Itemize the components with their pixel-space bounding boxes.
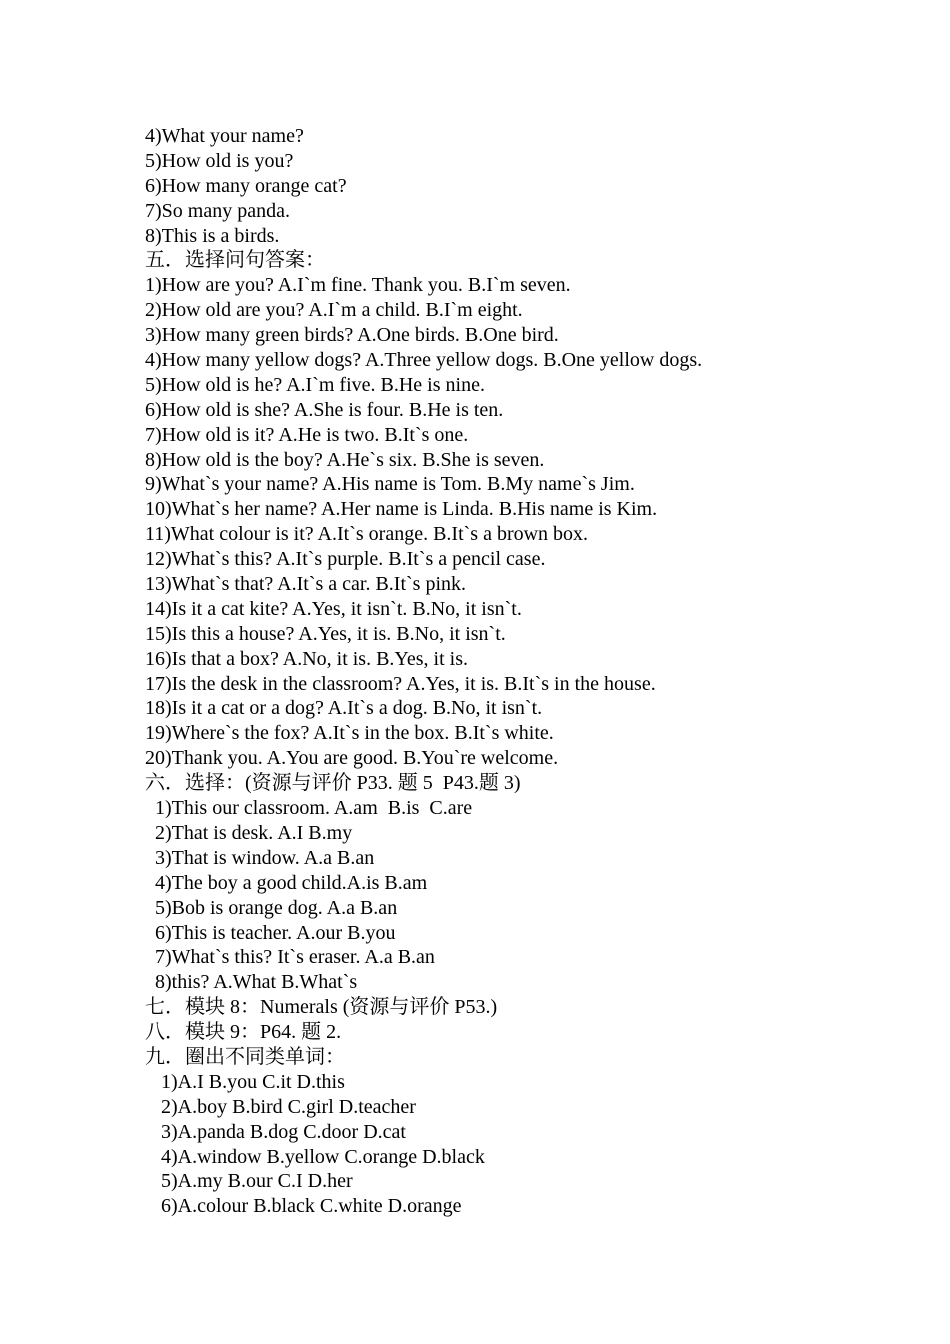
section-five-item: 19)Where`s the fox? A.It`s in the box. B.It`s white. <box>145 722 554 745</box>
section-five-item: 9)What`s your name? A.His name is Tom. B.My name`s Jim. <box>145 473 635 496</box>
document-body <box>145 124 905 1219</box>
section-nine-item: 5)A.my B.our C.I D.her <box>161 1170 353 1193</box>
section-six-item: 1)This our classroom. A.am B.is C.are <box>155 797 473 820</box>
section-four-item: 6)How many orange cat? <box>145 174 347 197</box>
section-five-item: 2)How old are you? A.I`m a child. B.I`m eight. <box>145 299 523 322</box>
section-five-item: 11)What colour is it? A.It`s orange. B.It`s a brown box. <box>145 523 589 546</box>
section-seven-heading: 七．模块 8：Numerals (资源与评价 P53.) <box>145 996 498 1019</box>
section-six-item: 8)this? A.What B.What`s <box>155 971 358 994</box>
section-six-item: 2)That is desk. A.I B.my <box>155 821 353 844</box>
section-five-item: 17)Is the desk in the classroom? A.Yes, it is. B.It`s in the house. <box>145 672 656 695</box>
section-nine-item: 3)A.panda B.dog C.door D.cat <box>161 1120 406 1143</box>
section-eight-heading: 八．模块 9：P64. 题 2. <box>145 1021 342 1044</box>
section-nine-item: 2)A.boy B.bird C.girl D.teacher <box>161 1095 416 1118</box>
section-five-item: 8)How old is the boy? A.He`s six. B.She is seven. <box>145 448 545 471</box>
section-nine-item: 1)A.I B.you C.it D.this <box>161 1070 345 1093</box>
section-five-item: 7)How old is it? A.He is two. B.It`s one. <box>145 423 469 446</box>
section-five-item: 20)Thank you. A.You are good. B.You`re welcome. <box>145 747 559 770</box>
section-four-item: 5)How old is you? <box>145 149 294 172</box>
section-five-item: 16)Is that a box? A.No, it is. B.Yes, it is. <box>145 647 468 670</box>
section-six-item: 3)That is window. A.a B.an <box>155 846 375 869</box>
section-five-item: 3)How many green birds? A.One birds. B.One bird. <box>145 324 559 347</box>
section-five-item: 14)Is it a cat kite? A.Yes, it isn`t. B.No, it isn`t. <box>145 597 522 620</box>
section-six-heading: 六．选择：(资源与评价 P33. 题 5 P43.题 3) <box>145 772 521 795</box>
section-five-item: 4)How many yellow dogs? A.Three yellow dogs. B.One yellow dogs. <box>145 349 703 372</box>
section-nine-heading: 九．圈出不同类单词： <box>145 1045 345 1068</box>
section-nine-item: 4)A.window B.yellow C.orange D.black <box>161 1145 485 1168</box>
section-six-item: 4)The boy a good child.A.is B.am <box>155 871 428 894</box>
section-four-item: 7)So many panda. <box>145 199 290 222</box>
section-nine-item: 6)A.colour B.black C.white D.orange <box>161 1195 462 1218</box>
section-four-item: 4)What your name? <box>145 125 304 147</box>
section-six-item: 7)What`s this? It`s eraser. A.a B.an <box>155 946 435 969</box>
section-five-item: 15)Is this a house? A.Yes, it is. B.No, it isn`t. <box>145 622 506 645</box>
section-six-item: 6)This is teacher. A.our B.you <box>155 921 396 944</box>
section-five-item: 10)What`s her name? A.Her name is Linda. B.His name is Kim. <box>145 498 658 521</box>
section-five-item: 1)How are you? A.I`m fine. Thank you. B.I`m seven. <box>145 274 571 297</box>
section-five-heading: 五．选择问句答案： <box>145 249 325 272</box>
section-five-item: 6)How old is she? A.She is four. B.He is ten. <box>145 398 504 421</box>
section-six-item: 5)Bob is orange dog. A.a B.an <box>155 896 398 919</box>
section-four-item: 8)This is a birds. <box>145 224 280 247</box>
section-five-item: 5)How old is he? A.I`m five. B.He is nine. <box>145 373 485 396</box>
section-five-item: 18)Is it a cat or a dog? A.It`s a dog. B.No, it isn`t. <box>145 697 543 720</box>
section-five-item: 12)What`s this? A.It`s purple. B.It`s a pencil case. <box>145 548 546 571</box>
section-five-item: 13)What`s that? A.It`s a car. B.It`s pink. <box>145 573 467 596</box>
